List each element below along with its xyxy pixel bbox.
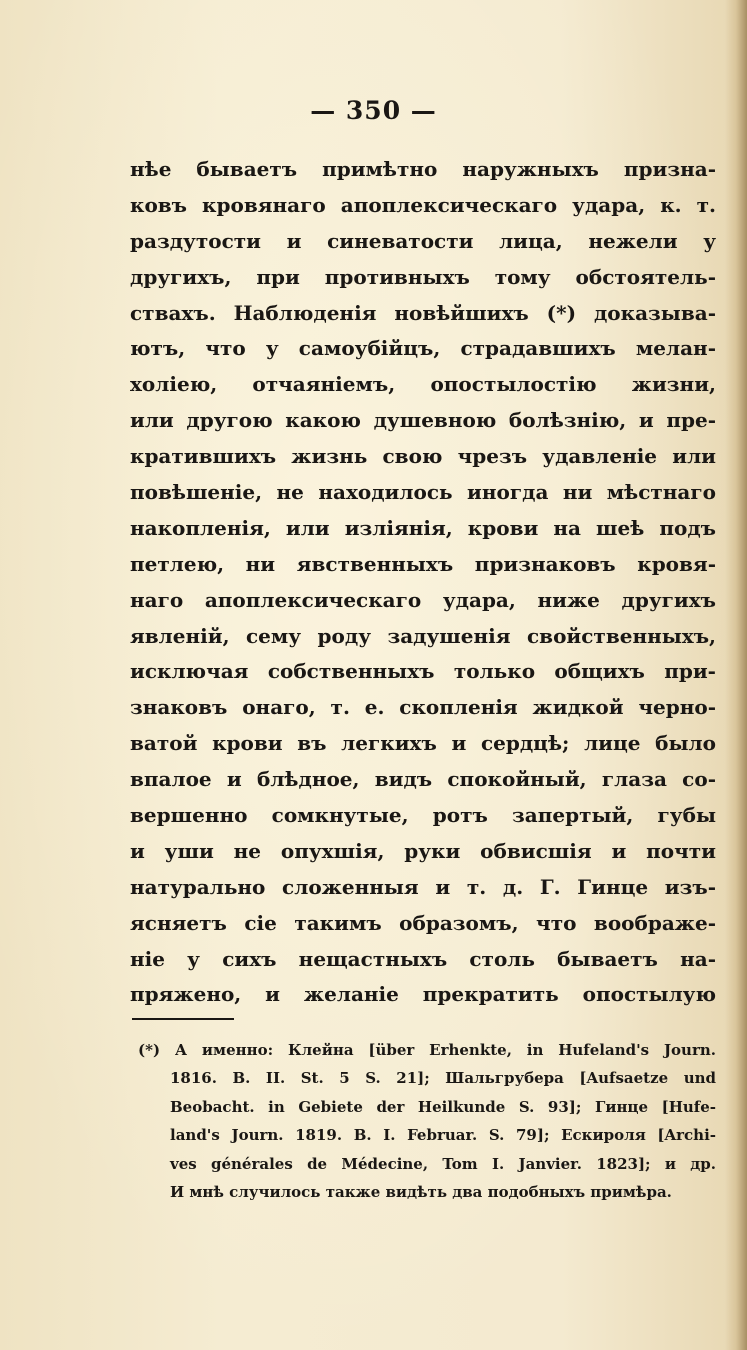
text-line: кратившихъ жизнь свою чрезъ удавленіе или: [130, 444, 716, 469]
text-line: или другою какою душевною болѣзнію, и пре-: [130, 408, 716, 433]
text-line: явленій, сему роду задушенія свойственныхъ,: [130, 623, 716, 648]
text-line: вершенно сомкнутые, ротъ запертый, губы: [130, 803, 716, 828]
text-line: ватой крови въ легкихъ и сердцѣ; лице было: [130, 731, 716, 756]
text-line: петлею, ни явственныхъ признаковъ кровя-: [130, 551, 716, 576]
footnote-line: И мнѣ случилось также видѣть два подобныхъ примѣра.: [170, 1182, 672, 1201]
text-line: накопленія, или изліянія, крови на шеѣ подъ: [130, 515, 716, 540]
text-line: повѣшеніе, не находилось иногда ни мѣстнаго: [130, 480, 716, 505]
text-line: нѣе бываетъ примѣтно наружныхъ призна-: [130, 157, 716, 181]
text-line: впалое и блѣдное, видъ спокойный, глаза со-: [130, 767, 716, 792]
text-line: ковъ кровянаго апоплексическаго удара, к. т.: [130, 192, 716, 217]
text-line: исключая собственныхъ только общихъ при-: [130, 659, 716, 684]
text-line: другихъ, при противныхъ тому обстоятель-: [130, 264, 716, 289]
footnote: [138, 1036, 716, 1206]
text-line: ствахъ. Наблюденія новѣйшихъ (*) доказыва-: [130, 300, 716, 325]
main-text: [130, 152, 716, 1013]
page-edge-shadow: [725, 0, 747, 1350]
text-line: наго апоплексическаго удара, ниже другихъ: [130, 587, 716, 612]
footnote-line: ves générales de Médecine, Tom I. Janvier. 1823]; и др.: [170, 1154, 716, 1173]
footnote-line: land's Journ. 1819. B. I. Februar. S. 79]; Ескироля [Archi-: [170, 1126, 716, 1145]
footnote-line: (*) А именно: Клейна [über Erhenkte, in Hufeland's Journ.: [138, 1041, 716, 1059]
text-line: знаковъ онаго, т. е. скопленія жидкой черно-: [130, 695, 716, 720]
text-line: ніе у сихъ нещастныхъ столь бываетъ на-: [130, 946, 716, 971]
footnote-line: Beobacht. in Gebiete der Heilkunde S. 93]; Гинце [Hufe-: [170, 1097, 716, 1116]
page-number: — 350 —: [310, 96, 437, 125]
text-line: ясняетъ сіе такимъ образомъ, что воображе-: [130, 910, 716, 935]
footnote-divider: [132, 1018, 234, 1020]
text-line: натурально сложенныя и т. д. Г. Гинце изъ-: [130, 874, 716, 899]
text-line: и уши не опухшія, руки обвисшія и почти: [130, 838, 716, 863]
text-line: пряжено, и желаніе прекратить опостылую: [130, 982, 716, 1007]
footnote-line: 1816. B. II. St. 5 S. 21]; Шальгрубера [Aufsaetze und: [170, 1069, 716, 1088]
text-line: ютъ, что у самоубійцъ, страдавшихъ мелан-: [130, 336, 716, 361]
text-line: холіею, отчаяніемъ, опостылостію жизни,: [130, 372, 716, 397]
text-line: раздутости и синеватости лица, нежели у: [130, 228, 716, 253]
